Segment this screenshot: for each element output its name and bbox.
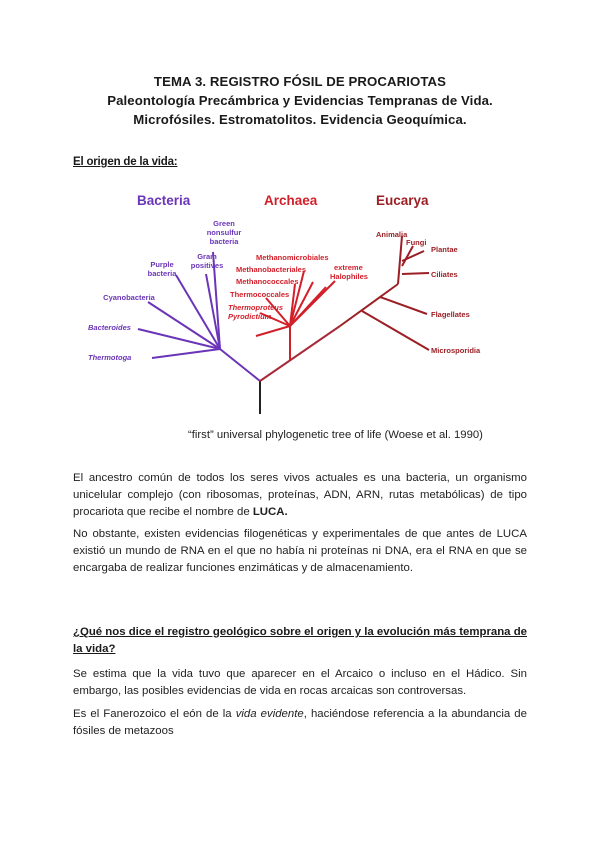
paragraph-luca	[73, 470, 527, 522]
vida-evidente-term: vida evidente	[235, 708, 304, 720]
tree-branches	[138, 236, 429, 414]
leaf-label: Halophiles	[330, 272, 368, 281]
leaf-label: Flagellates	[431, 310, 470, 319]
leaf-label: Cyanobacteria	[103, 293, 155, 302]
title-line-1: TEMA 3. REGISTRO FÓSIL DE PROCARIOTAS	[153, 74, 447, 89]
figure-caption: “first” universal phylogenetic tree of life (Woese et al. 1990)	[188, 429, 483, 441]
leaf-label: bacteria	[209, 237, 239, 246]
paragraph-rna-world: No obstante, existen evidencias filogenéticas y experimentales de que antes de LUCA existió un mundo de RNA en el que no había ni proteínas ni DNA, era el RNA en que se encargaba de realizar funciones enzimáticas y de almacenamiento.	[73, 528, 527, 575]
paragraph-phanerozoic-end: , haciéndose referencia a la abundancia de fósiles de metazoos	[73, 708, 527, 738]
document-title	[0, 72, 600, 129]
paragraph-luca-text: El ancestro común de todos los seres vivos actuales es una bacteria, un organismo unicelular complejo (con ribosomas, proteínas, ADN, ARN, rutas metabólicas) de tipo procariota que recibe el nombre de	[73, 472, 527, 519]
leaf-label: Pyrodictium	[228, 312, 272, 321]
leaf-label: Gram	[197, 252, 217, 261]
domain-label-archaea: Archaea	[264, 193, 318, 208]
leaf-label: nonsulfur	[206, 228, 242, 237]
leaf-label: Animalia	[376, 230, 408, 239]
paragraph-phanerozoic-start: Es el Fanerozoico el eón de la	[73, 708, 236, 720]
leaf-label: Green	[213, 219, 235, 228]
section-heading-geological-record: ¿Qué nos dice el registro geológico sobre el origen y la evolución más temprana de la vida?	[73, 626, 527, 655]
leaf-label: positives	[190, 261, 224, 270]
leaf-label: Thermotoga	[88, 353, 132, 362]
leaf-label: Methanobacteriales	[236, 265, 307, 274]
phylogenetic-tree-figure	[80, 186, 520, 418]
leaf-label: Bacteroides	[88, 323, 131, 332]
domain-label-bacteria: Bacteria	[137, 193, 191, 208]
luca-term: LUCA.	[252, 506, 288, 519]
domain-label-eucarya: Eucarya	[376, 193, 429, 208]
leaf-label: Plantae	[431, 245, 458, 254]
leaf-label: Fungi	[406, 238, 427, 247]
leaf-label: bacteria	[147, 269, 177, 278]
title-line-2: Paleontología Precámbrica y Evidencias Tempranas de Vida.	[107, 93, 493, 108]
leaf-label: Ciliates	[431, 270, 458, 279]
title-line-3: Microfósiles. Estromatolitos. Evidencia Geoquímica.	[133, 112, 467, 127]
leaf-label: Methanomicrobiales	[256, 253, 329, 262]
paragraph-phanerozoic	[73, 706, 527, 740]
leaf-label: Microsporidia	[431, 346, 481, 355]
section-heading-origin: El origen de la vida:	[73, 156, 178, 168]
leaf-label: Methanococcales	[236, 277, 299, 286]
paragraph-archean: Se estima que la vida tuvo que aparecer en el Arcaico o incluso en el Hádico. Sin embargo, las posibles evidencias de vida en rocas arcaicas son controversas.	[73, 668, 527, 698]
leaf-label: Thermoproteus	[228, 303, 284, 312]
leaf-label: Purple	[150, 260, 174, 269]
leaf-label: Thermococcales	[230, 290, 290, 299]
leaf-label: extreme	[334, 263, 363, 272]
